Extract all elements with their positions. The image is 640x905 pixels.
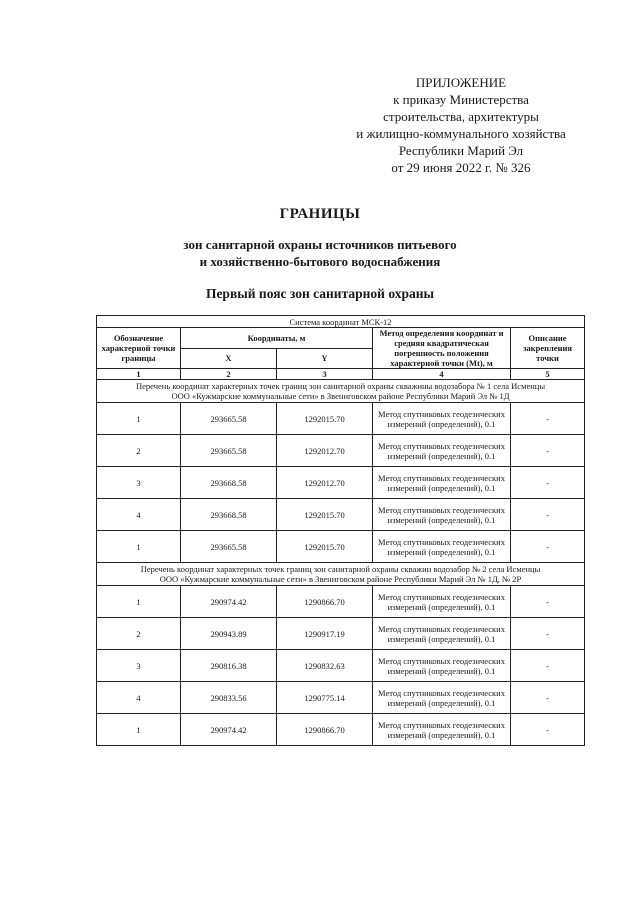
coord-x: 293668.58 bbox=[181, 499, 277, 531]
method-cell: Метод спутниковых геодезических измерений (определений), 0.1 bbox=[373, 650, 511, 682]
fixing-description: - bbox=[511, 435, 585, 467]
coord-x: 290943.89 bbox=[181, 618, 277, 650]
column-number: 3 bbox=[277, 369, 373, 380]
coord-x: 290833.56 bbox=[181, 682, 277, 714]
coord-x: 293668.58 bbox=[181, 467, 277, 499]
zone-title: Первый пояс зон санитарной охраны bbox=[205, 286, 435, 301]
table-row bbox=[97, 467, 585, 499]
point-id: 4 bbox=[97, 499, 181, 531]
fixing-description: - bbox=[511, 499, 585, 531]
coord-x: 293665.58 bbox=[181, 435, 277, 467]
section-title-line: Перечень координат характерных точек границ зон санитарной охраны скважин водозабор № 2 села Исменцы bbox=[140, 564, 541, 574]
table-row bbox=[97, 499, 585, 531]
table-row bbox=[97, 682, 585, 714]
point-id: 2 bbox=[97, 435, 181, 467]
document-subtitle bbox=[0, 236, 640, 270]
method-cell: Метод спутниковых геодезических измерений (определений), 0.1 bbox=[373, 531, 511, 563]
table-row bbox=[97, 586, 585, 618]
header-method: Метод определения координат и средняя квадратическая погрешность положения характерной точки (Mt), м bbox=[373, 328, 511, 369]
coord-x: 293665.58 bbox=[181, 531, 277, 563]
document-title: ГРАНИЦЫ bbox=[279, 206, 361, 222]
point-id: 3 bbox=[97, 650, 181, 682]
method-cell: Метод спутниковых геодезических измерений (определений), 0.1 bbox=[373, 586, 511, 618]
coord-y: 1290832.63 bbox=[277, 650, 373, 682]
fixing-description: - bbox=[511, 531, 585, 563]
coord-y: 1290866.70 bbox=[277, 586, 373, 618]
coord-x: 290974.42 bbox=[181, 714, 277, 746]
method-cell: Метод спутниковых геодезических измерений (определений), 0.1 bbox=[373, 499, 511, 531]
appendix-date: от 29 июня 2022 г. № 326 bbox=[391, 160, 531, 175]
method-cell: Метод спутниковых геодезических измерений (определений), 0.1 bbox=[373, 618, 511, 650]
appendix-title: ПРИЛОЖЕНИЕ bbox=[415, 75, 507, 90]
fixing-description: - bbox=[511, 403, 585, 435]
header-y: Y bbox=[277, 348, 373, 369]
appendix-block bbox=[300, 74, 622, 176]
column-number: 2 bbox=[181, 369, 277, 380]
coord-y: 1292015.70 bbox=[277, 403, 373, 435]
subtitle-line-1: зон санитарной охраны источников питьевого bbox=[183, 237, 457, 252]
method-cell: Метод спутниковых геодезических измерений (определений), 0.1 bbox=[373, 467, 511, 499]
table-row bbox=[97, 403, 585, 435]
point-id: 1 bbox=[97, 403, 181, 435]
coordinates-table bbox=[96, 315, 585, 746]
section-title-line: ООО «Кужмарские коммунальные сети» в Звениговском районе Республики Марий Эл № 1Д, № 2Р bbox=[159, 574, 522, 584]
point-id: 1 bbox=[97, 531, 181, 563]
fixing-description: - bbox=[511, 714, 585, 746]
column-number: 4 bbox=[373, 369, 511, 380]
coord-system-label: Система координат МСК-12 bbox=[97, 316, 585, 328]
table-row bbox=[97, 650, 585, 682]
column-number: 1 bbox=[97, 369, 181, 380]
coord-x: 290974.42 bbox=[181, 586, 277, 618]
coord-y: 1292015.70 bbox=[277, 499, 373, 531]
header-x: X bbox=[181, 348, 277, 369]
method-cell: Метод спутниковых геодезических измерений (определений), 0.1 bbox=[373, 714, 511, 746]
section-title-line: Перечень координат характерных точек границ зон санитарной охраны скважины водозабора № 1 села Исменцы bbox=[136, 381, 546, 391]
section-title bbox=[97, 380, 585, 403]
point-id: 3 bbox=[97, 467, 181, 499]
point-id: 1 bbox=[97, 714, 181, 746]
table-row bbox=[97, 531, 585, 563]
method-cell: Метод спутниковых геодезических измерений (определений), 0.1 bbox=[373, 435, 511, 467]
point-id: 1 bbox=[97, 586, 181, 618]
appendix-line: и жилищно-коммунального хозяйства bbox=[356, 126, 566, 141]
coord-y: 1290917.19 bbox=[277, 618, 373, 650]
table-row bbox=[97, 714, 585, 746]
coord-y: 1292015.70 bbox=[277, 531, 373, 563]
fixing-description: - bbox=[511, 618, 585, 650]
column-number: 5 bbox=[511, 369, 585, 380]
appendix-line: Республики Марий Эл bbox=[398, 143, 524, 158]
coord-y: 1292012.70 bbox=[277, 435, 373, 467]
header-designation: Обозначение характерной точки границы bbox=[97, 328, 181, 369]
coord-y: 1290775.14 bbox=[277, 682, 373, 714]
coord-x: 293665.58 bbox=[181, 403, 277, 435]
header-description: Описание закрепления точки bbox=[511, 328, 585, 369]
section-title-line: ООО «Кужмарские коммунальные сети» в Звениговском районе Республики Марий Эл № 1Д bbox=[171, 391, 510, 401]
coord-y: 1292012.70 bbox=[277, 467, 373, 499]
coord-y: 1290866.70 bbox=[277, 714, 373, 746]
table-row bbox=[97, 435, 585, 467]
header-coordinates: Координаты, м bbox=[181, 328, 373, 349]
appendix-line: строительства, архитектуры bbox=[383, 109, 539, 124]
section-title bbox=[97, 563, 585, 586]
fixing-description: - bbox=[511, 586, 585, 618]
appendix-line: к приказу Министерства bbox=[393, 92, 529, 107]
table-row bbox=[97, 618, 585, 650]
fixing-description: - bbox=[511, 682, 585, 714]
subtitle-line-2: и хозяйственно-бытового водоснабжения bbox=[199, 254, 441, 269]
method-cell: Метод спутниковых геодезических измерений (определений), 0.1 bbox=[373, 682, 511, 714]
point-id: 4 bbox=[97, 682, 181, 714]
fixing-description: - bbox=[511, 650, 585, 682]
method-cell: Метод спутниковых геодезических измерений (определений), 0.1 bbox=[373, 403, 511, 435]
fixing-description: - bbox=[511, 467, 585, 499]
coord-x: 290816.38 bbox=[181, 650, 277, 682]
point-id: 2 bbox=[97, 618, 181, 650]
